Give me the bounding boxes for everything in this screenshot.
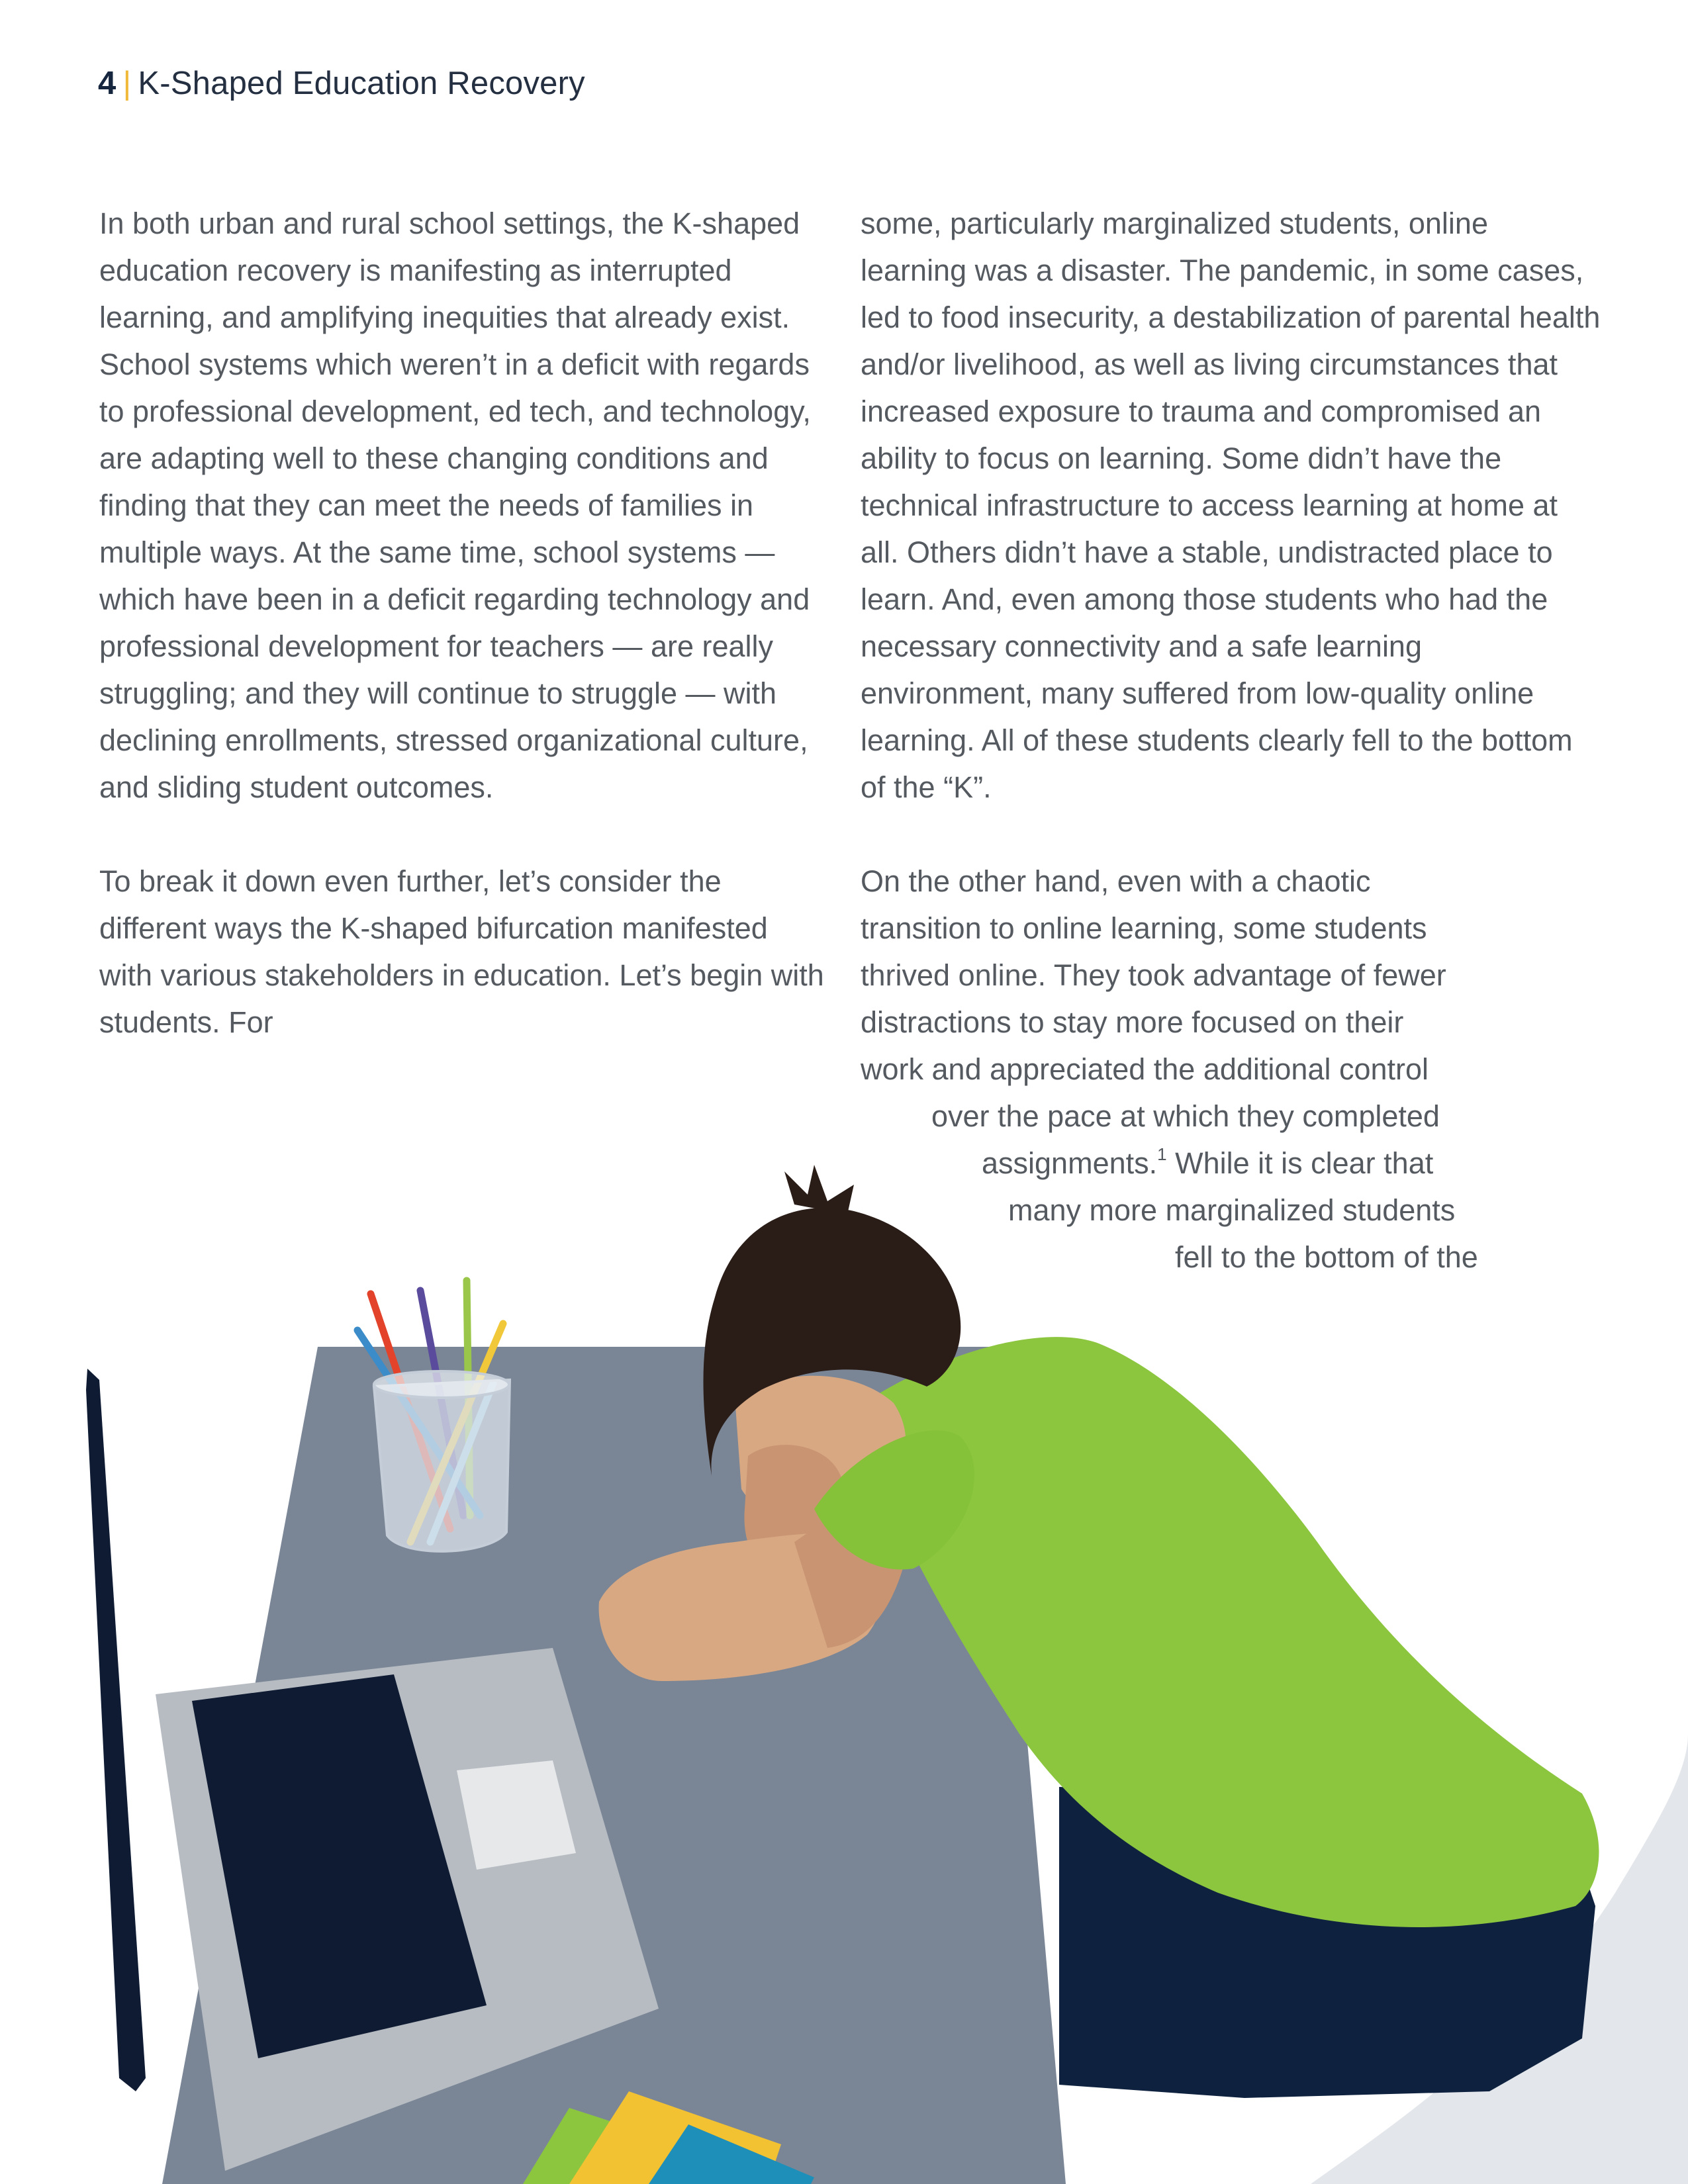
text-line bbox=[861, 1140, 1602, 1187]
page-header bbox=[98, 65, 585, 102]
left-text-column bbox=[99, 200, 827, 1046]
text-line: over the pace at which they completed bbox=[931, 1099, 1440, 1133]
text-line: On the other hand, even with a chaotic bbox=[861, 864, 1371, 898]
left-paragraph-1: In both urban and rural school settings, the K-shaped education recovery is manifesting as interrupted learning, and amplifying inequities that already exist. School systems which weren’t in a deficit with regards to professional development, ed tech, and technology, are adapting well to these changing conditions and finding that they can meet the needs of families in multiple ways. At the same time, school systems — which have been in a deficit regarding technology and professional development for teachers — are really struggling; and they will continue to struggle — with declining enrollments, stressed organizational culture, and sliding student outcomes. bbox=[99, 206, 811, 804]
text-line: thrived online. They took advantage of fewer bbox=[861, 958, 1446, 992]
footnote-marker[interactable]: 1 bbox=[1157, 1144, 1167, 1164]
text-fragment: While it is clear that bbox=[1166, 1146, 1434, 1180]
right-paragraph-1: some, particularly marginalized students, online learning was a disaster. The pandemic, in some cases, led to food insecurity, a destabilization of parental health and/or livelihood, as well as living circumstances that increased exposure to trauma and compromised an ability to focus on learning. Some didn’t have the technical infrastructure to access learning at home at all. Others didn’t have a stable, undistracted place to learn. And, even among those students who had the necessary connectivity and a safe learning environment, many suffered from low-quality online learning. All of these students clearly fell to the bottom of the “K”. bbox=[861, 206, 1601, 804]
text-line: transition to online learning, some students bbox=[861, 911, 1427, 945]
header-separator: | bbox=[122, 66, 132, 101]
page-number: 4 bbox=[98, 66, 117, 101]
text-line: work and appreciated the additional control bbox=[861, 1052, 1429, 1086]
left-paragraph-2: To break it down even further, let’s consider the different ways the K-shaped bifurcation manifested with various stakeholders in education. Let’s begin with students. For bbox=[99, 864, 824, 1039]
right-text-column bbox=[861, 200, 1602, 1281]
text-line: many more marginalized students bbox=[1008, 1193, 1456, 1227]
text-line: distractions to stay more focused on their bbox=[861, 1005, 1404, 1039]
text-line: fell to the bottom of the bbox=[1175, 1240, 1478, 1274]
laptop-lid-shape bbox=[86, 1369, 146, 2091]
text-fragment: assignments. bbox=[982, 1146, 1158, 1180]
document-title: K-Shaped Education Recovery bbox=[138, 66, 585, 101]
right-paragraph-2 bbox=[861, 858, 1602, 1281]
